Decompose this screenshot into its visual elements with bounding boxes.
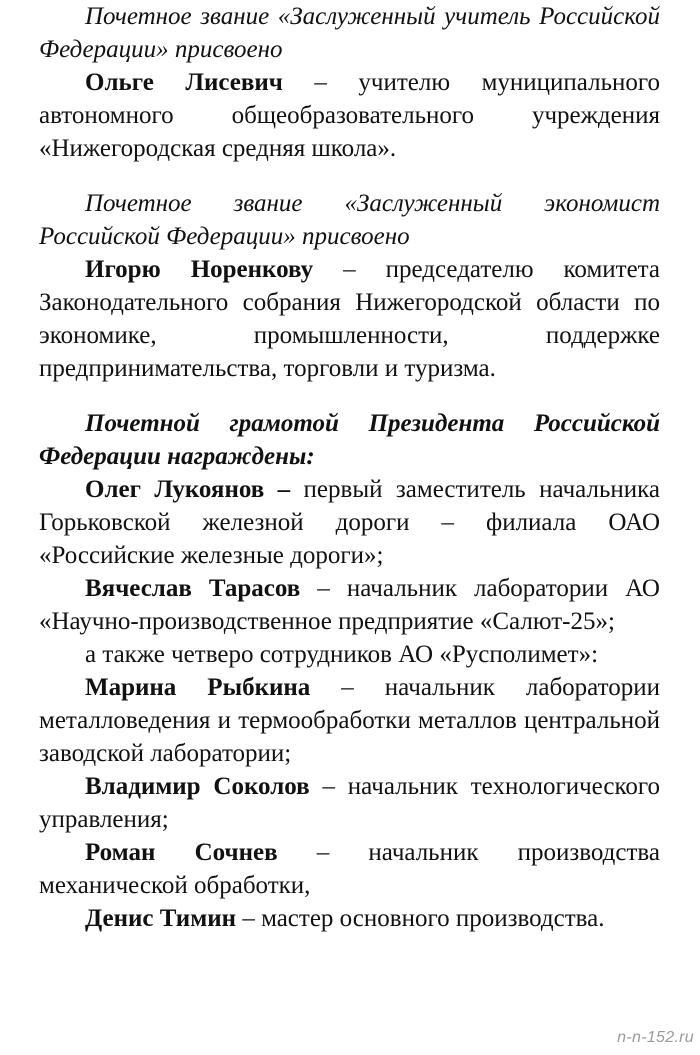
section-spacer [39, 385, 660, 407]
award-entry [39, 473, 660, 572]
section-heading-teacher: Почетное звание «Заслуженный учитель Российской Федерации» присвоено [39, 3, 660, 63]
award-entry [39, 66, 660, 165]
recipient-description: – мастер основного производства. [236, 905, 605, 932]
recipient-description: – начальник лаборатории металловедения и термообработки металлов центральной заводской лаборатории; [39, 674, 660, 767]
recipient-name: Денис Тимин [85, 905, 237, 932]
recipient-description: первый заместитель начальника Горьковской железной дороги – филиала ОАО «Российские железные дороги»; [39, 476, 660, 569]
recipient-description: – учителю муниципального автономного общеобразовательного учреждения «Нижегородская средняя школа». [39, 69, 660, 162]
recipient-name: Олег Лукоянов – [85, 476, 291, 503]
section-heading-economist: Почетное звание «Заслуженный экономист Российской Федерации» присвоено [39, 190, 660, 250]
award-entry [39, 770, 660, 836]
recipient-name: Ольге Лисевич [85, 69, 283, 96]
section-spacer [39, 165, 660, 187]
award-entry [39, 253, 660, 385]
award-entry [39, 671, 660, 770]
recipient-name: Роман Сочнев [85, 839, 278, 866]
recipient-description: – начальник технологического управления; [39, 773, 660, 833]
company-intro: а также четверо сотрудников АО «Русполимет»: [85, 641, 599, 668]
recipient-name: Игорю Норенкову [85, 256, 314, 283]
recipient-description: – начальник производства механической обработки, [39, 839, 660, 899]
site-watermark: n-n-152.ru [617, 1029, 694, 1046]
recipient-name: Вячеслав Тарасов [85, 575, 301, 602]
award-entry [39, 836, 660, 902]
award-entry [39, 902, 660, 935]
document-page [39, 0, 660, 935]
recipient-description: – председателю комитета Законодательного собрания Нижегородской области по экономике, промышленности, поддержке предпринимательства, торговли и туризма. [39, 256, 660, 382]
recipient-name: Владимир Соколов [85, 773, 310, 800]
award-entry [39, 572, 660, 638]
section-heading-president: Почетной грамотой Президента Российской Федерации награждены: [39, 410, 660, 470]
recipient-name: Марина Рыбкина [85, 674, 311, 701]
recipient-description: – начальник лаборатории АО «Научно-производственное предприятие «Салют-25»; [39, 575, 660, 635]
